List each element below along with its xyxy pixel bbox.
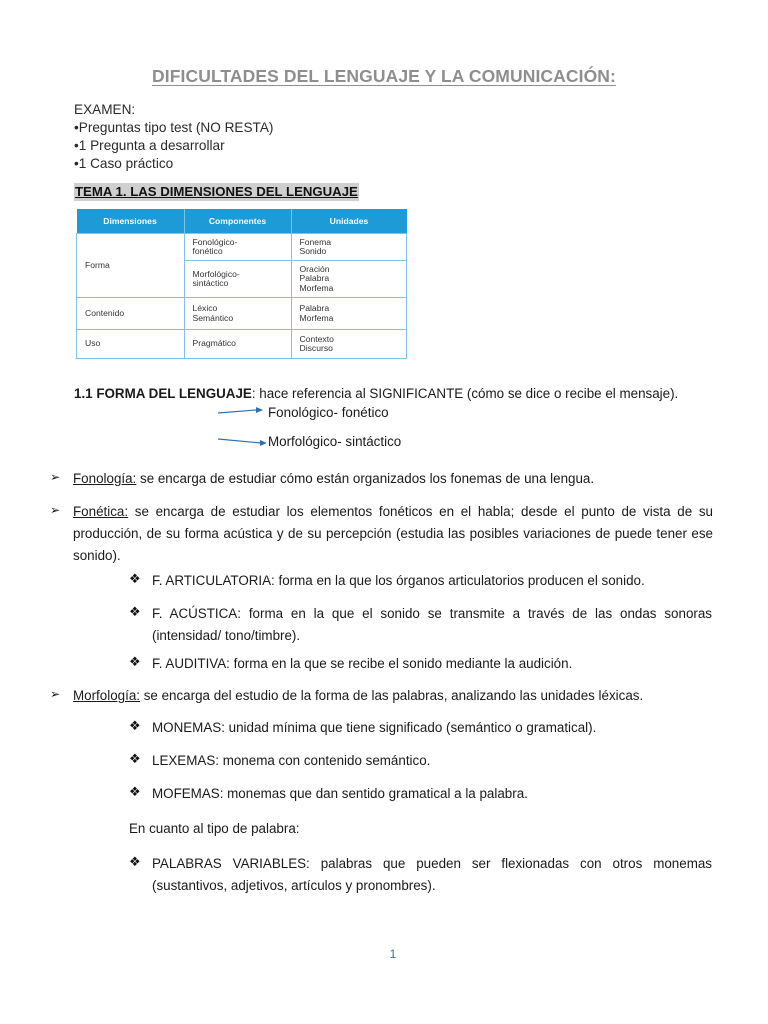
diamond-bullet-icon: ❖ <box>129 718 141 733</box>
table-row <box>77 298 407 330</box>
page-title: DIFICULTADES DEL LENGUAJE Y LA COMUNICACIÓN: <box>152 66 616 86</box>
cell-text: Morfema <box>299 312 334 323</box>
table-row <box>77 330 407 359</box>
cell-text: Morfológico- <box>192 268 240 279</box>
morfologia-subitem: MONEMAS: unidad mínima que tiene significado (semántico o gramatical). <box>152 720 597 735</box>
table-cell-componente <box>184 234 291 261</box>
tipo-palabra-intro: En cuanto al tipo de palabra: <box>129 821 300 836</box>
table-cell-unidades <box>291 234 407 261</box>
exam-block <box>74 101 273 173</box>
arrowhead-bullet-icon: ➢ <box>50 503 61 517</box>
arrow-right-icon <box>216 403 266 423</box>
arrow-item-label: Morfológico- sintáctico <box>268 434 402 449</box>
forma-arrow-item <box>216 432 476 452</box>
cell-text: Semántico <box>192 312 234 323</box>
cell-text: sintáctico <box>192 278 229 288</box>
cell-text: Morfema <box>299 282 334 293</box>
exam-item: •1 Pregunta a desarrollar <box>74 138 225 153</box>
cell-text: Palabra <box>299 273 330 284</box>
morfologia-paragraph <box>73 685 713 707</box>
arrow-right-icon <box>216 432 266 452</box>
arrow-item-label: Fonológico- fonético <box>268 405 389 420</box>
page-number: 1 <box>389 947 397 961</box>
table-header-cell: Unidades <box>291 209 407 234</box>
table-cell-componente <box>184 330 291 359</box>
fonetica-subitem: F. ARTICULATORIA: forma en la que los órganos articulatorios producen el sonido. <box>152 573 645 588</box>
diamond-bullet-icon: ❖ <box>129 784 141 799</box>
table-header-row <box>77 209 407 234</box>
morfologia-term: Morfología: <box>73 688 140 703</box>
fonetica-term: Fonética: <box>73 504 129 519</box>
diamond-bullet-icon: ❖ <box>129 604 141 619</box>
fonetica-text: se encarga de estudiar los elementos fonéticos en el habla; desde el punto de vista de su producción, de su forma acústica y de su percepción (estudia las posibles variaciones de puede tener ese sonido). <box>73 504 713 563</box>
tema1-heading: TEMA 1. LAS DIMENSIONES DEL LENGUAJE <box>75 184 358 199</box>
table-cell-unidades <box>291 330 407 359</box>
table-cell-dimension: Forma <box>77 234 185 298</box>
table-cell-unidades <box>291 298 407 330</box>
forma-text: : hace referencia al SIGNIFICANTE (cómo se dice o recibe el mensaje). <box>251 386 679 401</box>
morfologia-subitem: LEXEMAS: monema con contenido semántico. <box>152 753 431 768</box>
cell-text: Oración <box>299 263 330 274</box>
cell-text: fonético <box>192 246 223 256</box>
forma-paragraph <box>74 386 678 401</box>
cell-text: Contexto <box>299 333 334 344</box>
cell-text: Sonido <box>299 246 327 256</box>
arrowhead-bullet-icon: ➢ <box>50 687 61 701</box>
cell-text: Pragmático <box>192 338 236 349</box>
dimensions-table <box>76 209 407 359</box>
table-cell-componente <box>184 261 291 298</box>
table-cell-componente <box>184 298 291 330</box>
fonetica-subitem: F. ACÚSTICA: forma en la que el sonido se transmite a través de las ondas sonoras (intensidad/ tono/timbre). <box>152 606 712 643</box>
exam-heading: EXAMEN: <box>74 102 136 117</box>
forma-label: 1.1 FORMA DEL LENGUAJE <box>74 386 252 401</box>
cell-text: Fonológico- <box>192 236 238 247</box>
fonologia-term: Fonología: <box>73 471 137 486</box>
table-cell-unidades <box>291 261 407 298</box>
table-header-cell: Dimensiones <box>77 209 185 234</box>
table-cell-dimension: Uso <box>77 330 185 359</box>
fonetica-paragraph <box>73 501 713 567</box>
table-cell-dimension: Contenido <box>77 298 185 330</box>
diamond-bullet-icon: ❖ <box>129 654 141 669</box>
morfologia-text: se encarga del estudio de la forma de las palabras, analizando las unidades léxicas. <box>140 688 644 703</box>
table-row <box>77 234 407 261</box>
morfologia-subitem: MOFEMAS: monemas que dan sentido gramatical a la palabra. <box>152 786 528 801</box>
diamond-bullet-icon: ❖ <box>129 571 141 586</box>
cell-text: Léxico <box>192 303 218 313</box>
fonologia-paragraph <box>73 468 713 490</box>
forma-arrow-item <box>216 403 476 423</box>
arrowhead-bullet-icon: ➢ <box>50 470 61 484</box>
tipo-palabra-item: PALABRAS VARIABLES: palabras que pueden ser flexionadas con otros monemas (sustantivos, adjetivos, artículos y pronombres). <box>152 856 712 893</box>
table-header-cell: Componentes <box>184 209 291 234</box>
exam-item: •Preguntas tipo test (NO RESTA) <box>74 120 274 135</box>
fonologia-text: se encarga de estudiar cómo están organizados los fonemas de una lengua. <box>136 471 595 486</box>
fonetica-subitem: F. AUDITIVA: forma en la que se recibe el sonido mediante la audición. <box>152 656 573 671</box>
diamond-bullet-icon: ❖ <box>129 854 141 869</box>
cell-text: Palabra <box>299 303 330 313</box>
cell-text: Fonema <box>299 236 332 247</box>
exam-item: •1 Caso práctico <box>74 156 174 171</box>
cell-text: Discurso <box>299 343 333 353</box>
diamond-bullet-icon: ❖ <box>129 751 141 766</box>
